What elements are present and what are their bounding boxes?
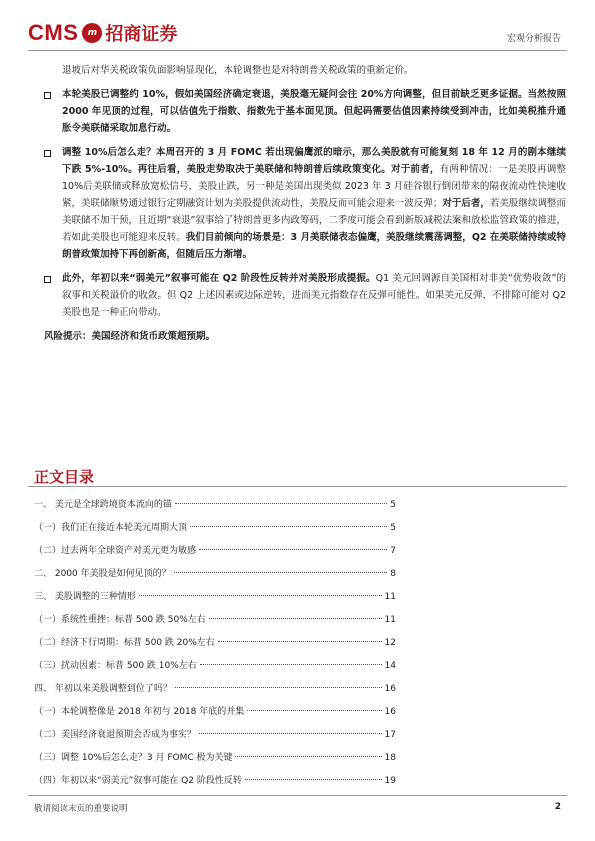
toc-leader-dots [218,641,382,642]
bullet-2-bold-text-1: 调整 10%后怎么走？本周召开的 3 月 FOMC 若出现偏鹰派的暗示，那么美股就有可能复刻 18 年 12 月的剧本继续下跌 5%-10%。再往后看，美股走势取决于美联储和特朗普后续政策变化。对于前者， [62,147,566,175]
toc-entry-page: 5 [390,500,396,510]
toc-entry-page: 14 [384,661,396,671]
toc-entry[interactable] [34,658,396,681]
header-divider [28,50,567,51]
toc-leader-dots [247,710,381,711]
toc-entry[interactable] [34,497,396,520]
toc-entry[interactable] [34,543,396,566]
toc-leader-dots [199,549,387,550]
toc-entry[interactable] [34,704,396,727]
toc-entry-text: 二、 2000 年美股是如何见顶的？ [34,569,171,579]
toc-entry-page: 8 [390,569,396,579]
logo-chinese-text: 招商证券 [105,24,178,45]
toc-entry-page: 19 [384,776,396,786]
toc-entry-page: 11 [384,615,396,625]
toc-entry-page: 16 [384,707,396,717]
summary-section [44,62,566,345]
toc-entry-page: 7 [390,546,396,556]
bullet-1-bold-text: 本轮美股已调整约 10%，假如美国经济确定衰退，美股毫无疑问会往 20%方向调整，但目前缺乏更多证据。当然按照 2000 年见顶的过程，可以估值先于指数、指数先于基本面见顶。但起码需要估值因素持续受到冲击，比如美税推升通胀令美联储采取加息行动。 [62,89,566,134]
toc-entry-text: （一）本轮调整像是 2018 年初与 2018 年底的并集 [34,707,245,717]
bullet-square-icon [44,276,51,283]
toc-entry[interactable] [34,566,396,589]
toc-leader-dots [209,618,382,619]
risk-warning: 风险提示：美国经济和货币政策超预期。 [44,331,216,342]
toc-entry-text: （二）过去两年全球资产对美元更为敏感 [34,546,197,556]
toc-leader-dots [200,664,382,665]
toc-entry-text: （三）调整 10%后怎么走？3 月 FOMC 极为关键 [34,753,233,763]
summary-bullet-3 [44,270,566,321]
bullet-3-text: Q1 美元回调源自美国相对非美“优势收敛”的叙事和关税溢价的收敛。但 Q2 上述因素或边际逆转，进而美元指数存在反弹可能性。如果美元反弹，不排除可能对 Q2 美股也是一种正向带动。 [62,273,566,318]
toc-entry[interactable] [34,681,396,704]
toc-leader-dots [235,756,381,757]
report-type-label: 宏观分析报告 [506,34,561,44]
toc-entry-text: （三）扰动因素：标普 500 跌 10%左右 [34,661,197,671]
toc-entry-text: 四、 年初以来美股调整到位了吗？ [34,684,172,694]
toc-entry-page: 17 [384,730,396,740]
cms-logo [28,20,177,46]
toc-entry[interactable] [34,727,396,750]
toc-entry[interactable] [34,520,396,543]
toc-entry[interactable] [34,773,396,796]
toc-divider [28,486,567,487]
toc-entry-page: 18 [384,753,396,763]
bullet-square-icon [44,92,51,99]
page-number: 2 [554,802,561,812]
toc-entry-page: 11 [384,592,396,602]
toc-entry-page: 16 [384,684,396,694]
bullet-2-text-1: 有两种情况：一是美股再调整 10%后美联储或释放宽松信号，美股止跌，另一种是美国出现类似 2023 年 3 月硅谷银行倒闭带来的隔夜流动性快速收紧，美联储顺势通过银行定期融资计划为美股提供流动性，美股反而可能会迎来一波反弹； [62,164,566,209]
bullet-2-bold-text-3: 我们目前倾向的场景是：3 月美联储表态偏鹰，美股继续震荡调整，Q2 在美联储持续或特朗普政策加持下再创新高，但随后压力渐增。 [62,232,566,260]
toc-entry[interactable] [34,635,396,658]
bullet-square-icon [44,150,51,157]
toc-entry[interactable] [34,750,396,773]
toc-entry-text: （二）美国经济衰退预期会否成为事实？ [34,730,197,740]
bullet-2-text-2: 若美股继续调整而美联储不加干预，且近期“衰退”叙事给了特朗普更多内政筹码，二季度可能会看到新版减税法案和放松监管政策的推进，若如此美股也可能迎来反转。 [62,198,566,243]
toc-entry-text: （一）系统性重挫：标普 500 跌 50%左右 [34,615,206,625]
summary-bullet-2 [44,144,566,263]
toc-leader-dots [245,779,382,780]
toc-leader-dots [190,526,387,527]
logo-latin-text: CMS [28,20,79,45]
toc-leader-dots [174,572,388,573]
table-of-contents [34,497,396,796]
logo-mark-icon: m [82,23,102,43]
bullet-3-bold-text: 此外，年初以来“弱美元”叙事可能在 Q2 阶段性反转并对美股形成提振。 [62,273,376,284]
toc-leader-dots [139,595,382,596]
toc-entry-text: 三、 美股调整的三种情形 [34,592,136,602]
footer-disclaimer-note: 敬请阅读末页的重要说明 [34,804,128,814]
toc-entry-text: （二）经济下行周期：标普 500 跌 20%左右 [34,638,215,648]
summary-continuation: 退坡后对华关税政策负面影响显现化，本轮调整也是对特朗普关税政策的重新定价。 [62,65,414,76]
toc-entry-text: （一）我们正在接近本轮美元周期大顶 [34,523,188,533]
toc-leader-dots [175,687,382,688]
bullet-2-bold-text-2: 对于后者， [442,198,490,209]
toc-entry-page: 12 [384,638,396,648]
page-header [0,0,595,60]
toc-entry[interactable] [34,589,396,612]
summary-bullet-1 [44,86,566,137]
toc-entry[interactable] [34,612,396,635]
toc-entry-page: 5 [390,523,396,533]
footer-divider [28,795,567,796]
toc-title: 正文目录 [34,468,95,486]
toc-entry-text: （四）年初以来“弱美元”叙事可能在 Q2 阶段性反转 [34,776,242,786]
toc-entry-text: 一、 美元是全球跨境资本流向的锚 [34,500,172,510]
toc-leader-dots [199,733,382,734]
toc-leader-dots [175,503,387,504]
